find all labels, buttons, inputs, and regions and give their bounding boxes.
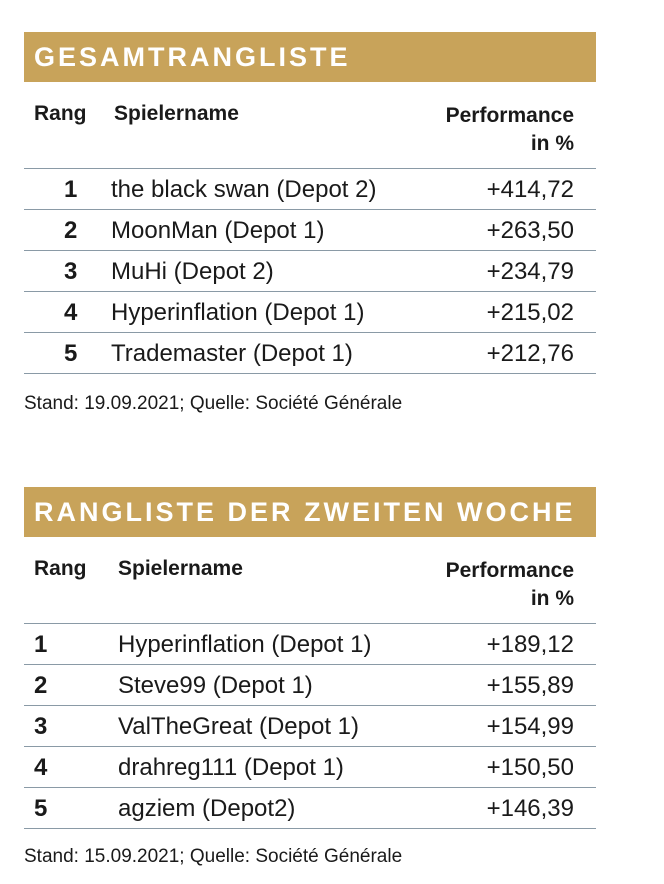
row-player-name: MoonMan (Depot 1) bbox=[111, 217, 325, 244]
overall-ranking-source: Stand: 19.09.2021; Quelle: Société Générale bbox=[24, 393, 403, 414]
header-rank: Rang bbox=[34, 557, 87, 580]
table-row bbox=[24, 706, 596, 747]
header-performance bbox=[446, 557, 574, 613]
row-player-name: Steve99 (Depot 1) bbox=[118, 672, 313, 699]
header-performance-line1: Performance bbox=[445, 104, 574, 127]
row-performance: +154,99 bbox=[486, 713, 574, 740]
header-performance-line1: Performance bbox=[445, 559, 574, 582]
row-performance: +263,50 bbox=[486, 217, 574, 244]
table-row bbox=[24, 251, 596, 292]
row-rank: 5 bbox=[34, 795, 48, 822]
table-row bbox=[24, 624, 596, 665]
overall-ranking-title: GESAMTRANGLISTE bbox=[24, 32, 596, 82]
week-two-ranking-title: RANGLISTE DER ZWEITEN WOCHE bbox=[24, 487, 596, 537]
row-performance: +189,12 bbox=[486, 631, 574, 658]
week-two-ranking-source: Stand: 15.09.2021; Quelle: Société Générale bbox=[24, 846, 403, 867]
row-player-name: Hyperinflation (Depot 1) bbox=[111, 299, 365, 326]
row-rank: 1 bbox=[34, 631, 48, 658]
table-header bbox=[24, 537, 596, 624]
header-player-name: Spielername bbox=[118, 557, 243, 580]
row-player-name: drahreg111 (Depot 1) bbox=[118, 754, 344, 781]
table-row bbox=[24, 210, 596, 251]
header-performance-line2: in % bbox=[530, 587, 574, 610]
row-rank: 2 bbox=[64, 217, 78, 244]
row-player-name: MuHi (Depot 2) bbox=[111, 258, 274, 285]
row-player-name: ValTheGreat (Depot 1) bbox=[118, 713, 359, 740]
row-performance: +215,02 bbox=[486, 299, 574, 326]
header-player-name: Spielername bbox=[114, 102, 239, 125]
row-player-name: agziem (Depot2) bbox=[118, 795, 296, 822]
table-row bbox=[24, 788, 596, 829]
week-two-ranking-table bbox=[24, 487, 596, 829]
row-player-name: the black swan (Depot 2) bbox=[111, 176, 377, 203]
header-performance-line2: in % bbox=[530, 132, 574, 155]
row-rank: 3 bbox=[64, 258, 78, 285]
header-rank: Rang bbox=[34, 102, 87, 125]
row-rank: 2 bbox=[34, 672, 48, 699]
row-player-name: Hyperinflation (Depot 1) bbox=[118, 631, 372, 658]
table-row bbox=[24, 747, 596, 788]
row-player-name: Trademaster (Depot 1) bbox=[111, 340, 353, 367]
header-performance bbox=[446, 102, 574, 158]
table-header bbox=[24, 82, 596, 169]
overall-ranking-table bbox=[24, 32, 596, 374]
row-performance: +414,72 bbox=[486, 176, 574, 203]
row-rank: 4 bbox=[64, 299, 78, 326]
table-row bbox=[24, 292, 596, 333]
row-rank: 4 bbox=[34, 754, 48, 781]
row-rank: 5 bbox=[64, 340, 78, 367]
table-row bbox=[24, 665, 596, 706]
row-performance: +146,39 bbox=[486, 795, 574, 822]
table-row bbox=[24, 169, 596, 210]
row-rank: 3 bbox=[34, 713, 48, 740]
row-performance: +150,50 bbox=[486, 754, 574, 781]
row-performance: +234,79 bbox=[486, 258, 574, 285]
table-row bbox=[24, 333, 596, 374]
row-performance: +155,89 bbox=[486, 672, 574, 699]
row-rank: 1 bbox=[64, 176, 78, 203]
row-performance: +212,76 bbox=[486, 340, 574, 367]
